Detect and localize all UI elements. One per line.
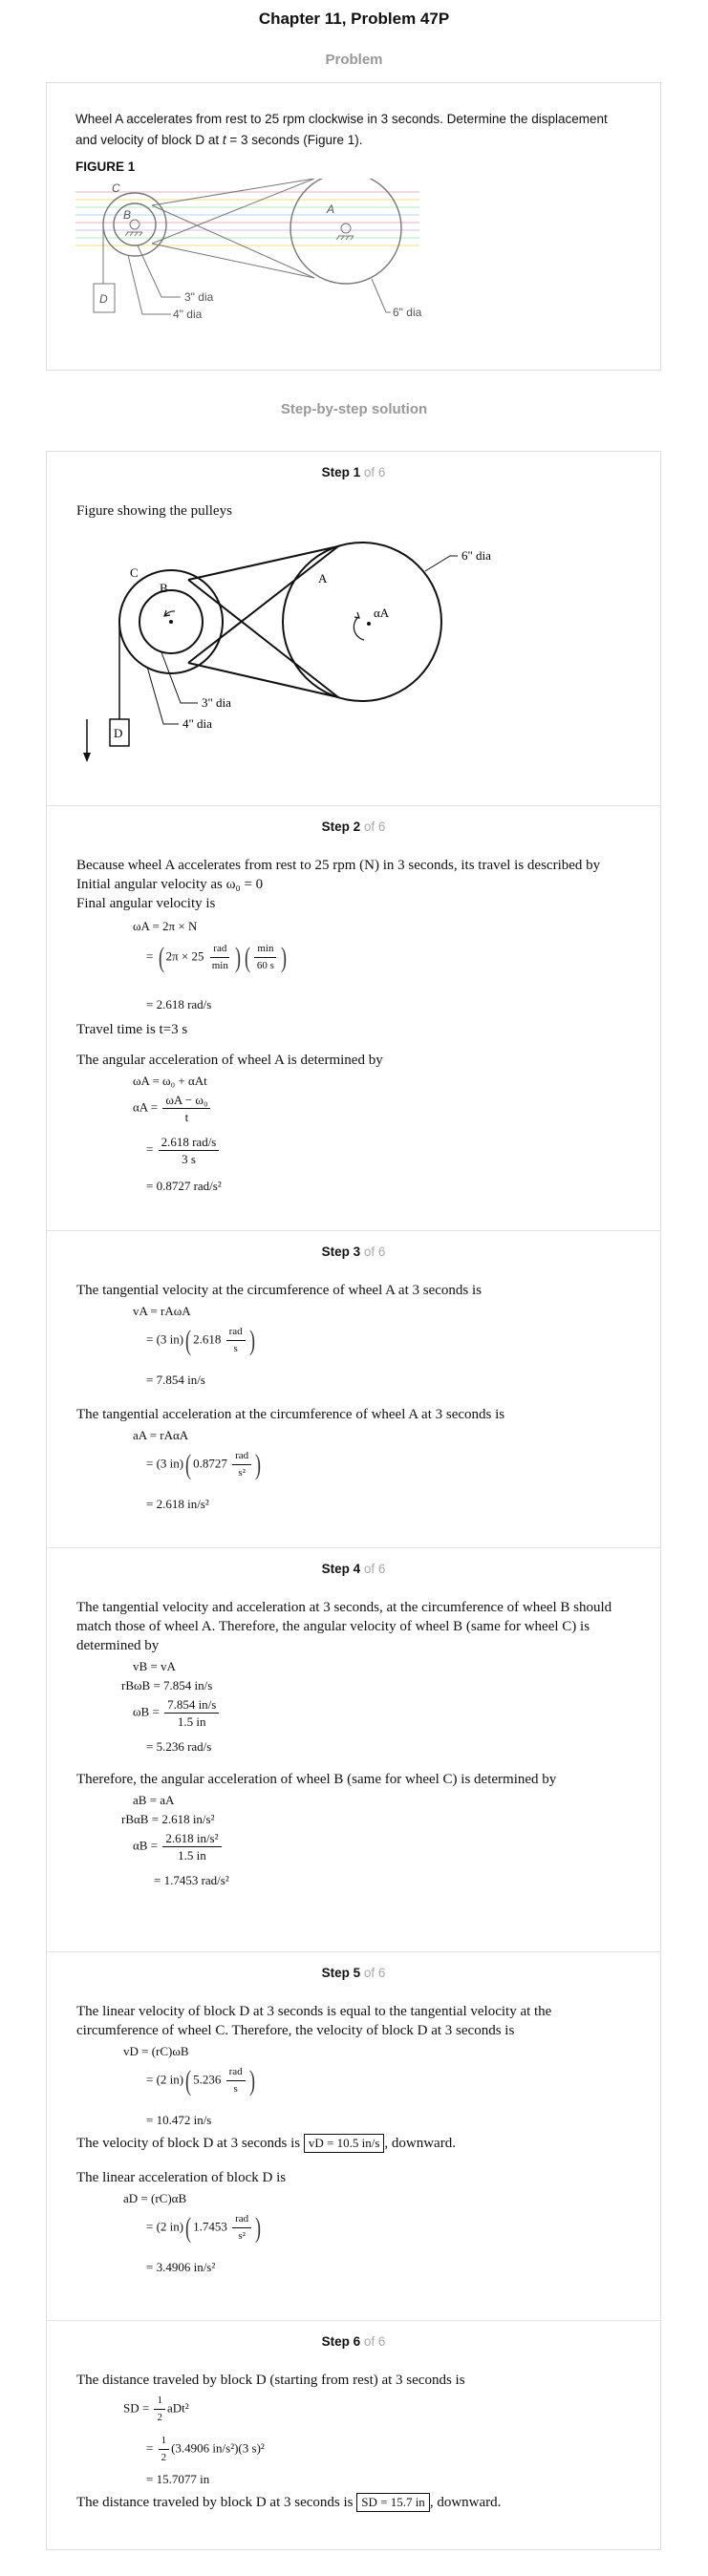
fig1-label-3in: 3" dia xyxy=(184,290,214,304)
step-6-text-2 xyxy=(76,2493,631,2512)
fig1-label-d: D xyxy=(99,292,108,306)
step-2-eq-4: ωA = ω₀ + αAt xyxy=(133,1074,207,1088)
problem-section xyxy=(46,82,661,371)
step-3-eq-4: aA = rAαA xyxy=(133,1428,189,1442)
step-5-eq-3: = 10.472 in/s xyxy=(146,2113,212,2127)
step-4 xyxy=(47,1547,660,1951)
figure-label: FIGURE 1 xyxy=(75,160,136,174)
step-2-text-4: The angular acceleration of wheel A is determined by xyxy=(76,1053,383,1068)
page-title: Chapter 11, Problem 47P xyxy=(258,10,450,28)
fig2-label-3in: 3" dia xyxy=(202,695,231,710)
fig2-label-4in: 4" dia xyxy=(182,716,212,731)
eq-part: 2.618 xyxy=(193,1331,222,1347)
step-4-eq-2: rBωB = 7.854 in/s xyxy=(121,1678,213,1692)
eq-den: 2 xyxy=(161,2452,167,2463)
eq-den: 1.5 in xyxy=(177,1714,206,1729)
eq-den: 2 xyxy=(157,2412,162,2423)
step-4-text-2: Therefore, the angular acceleration of wheel B (same for wheel C) is determined by xyxy=(76,1772,557,1787)
step-5-text-2 xyxy=(76,2134,631,2153)
eq-part: αB = xyxy=(133,1838,159,1853)
step-4-eq-3 xyxy=(133,1697,221,1729)
step-5-eq-1: vD = (rC)ωB xyxy=(123,2044,189,2058)
fig1-label-b: B xyxy=(123,208,132,222)
step-4-of: of 6 xyxy=(363,1562,386,1576)
fig2-label-a: A xyxy=(318,571,328,585)
eq-part: = xyxy=(146,1141,154,1157)
solution-heading: Step-by-step solution xyxy=(280,401,428,417)
step-6-eq-2 xyxy=(146,2434,265,2465)
eq-den: s² xyxy=(238,1467,246,1479)
step-2-eq-5 xyxy=(133,1093,212,1124)
step-3-label: Step 3 xyxy=(321,1245,361,1259)
step-5-text-3: The linear acceleration of block D is xyxy=(76,2170,287,2185)
text-part: , downward. xyxy=(429,2495,502,2510)
step-5-eq-5: = (2 in)( 1.7453 $\frac{\text{rad}}{\text{s²}}$ ) xyxy=(146,2211,262,2244)
fig2-label-d: D xyxy=(114,726,123,740)
fig1-label-a: A xyxy=(327,202,335,216)
eq-part: 5.236 xyxy=(193,2072,222,2087)
step-5-of: of 6 xyxy=(363,1966,386,1980)
step-2-of: of 6 xyxy=(363,820,386,834)
eq-part: = (3 in) xyxy=(146,1456,184,1471)
eq-den: 1.5 in xyxy=(178,1848,206,1863)
step-4-eq-5: aB = aA xyxy=(133,1793,175,1807)
step-2-text-1: Because wheel A accelerates from rest to 25 rpm (N) in 3 seconds, its travel is described by Initial angular velocity as ω₀ = 0 xyxy=(76,858,601,892)
eq-den: s xyxy=(233,2083,238,2095)
step-2-eq-7: = 0.8727 rad/s² xyxy=(146,1179,222,1193)
eq-part: ωB = xyxy=(133,1704,160,1719)
step-2-text-3: Travel time is t=3 s xyxy=(76,1022,188,1037)
step-6-title xyxy=(47,2334,660,2349)
eq-part: = (2 in) xyxy=(146,2072,184,2087)
eq-den: t xyxy=(184,1110,189,1124)
eq-num: 2.618 in/s² xyxy=(162,1831,221,1847)
step-5-eq-4: aD = (rC)αB xyxy=(123,2191,187,2205)
step-3-eq-6: = 2.618 in/s² xyxy=(146,1497,209,1511)
eq-part: = (2 in) xyxy=(146,2219,184,2234)
answer-velocity: vD = 10.5 in/s xyxy=(304,2134,385,2153)
problem-text xyxy=(75,109,611,151)
step-6-text-1: The distance traveled by block D (starting from rest) at 3 seconds is xyxy=(76,2373,465,2388)
fig2-label-6in: 6" dia xyxy=(461,548,491,563)
eq-part: = (3 in) xyxy=(146,1331,184,1347)
text-part: The velocity of block D at 3 seconds is xyxy=(76,2136,304,2151)
step-3-title xyxy=(47,1245,660,1259)
eq-den: min xyxy=(211,960,228,971)
text-part: , downward. xyxy=(384,2136,456,2151)
eq-den: 60 s xyxy=(256,960,274,971)
step-5-label: Step 5 xyxy=(321,1966,361,1980)
pulley-figure xyxy=(75,533,611,791)
eq-part: 1.7453 xyxy=(193,2219,227,2234)
step-3-of: of 6 xyxy=(363,1245,386,1259)
step-1-caption: Figure showing the pulleys xyxy=(76,503,232,519)
step-6-eq-1 xyxy=(123,2394,189,2425)
eq-num: ωA − ω₀ xyxy=(162,1093,210,1109)
fig2-label-alpha: αA xyxy=(374,606,390,620)
step-6-of: of 6 xyxy=(363,2334,386,2349)
step-5-eq-2: = (2 in)( 5.236 $\frac{\text{rad}}{s}$ ) xyxy=(146,2064,255,2097)
step-3-eq-1: vA = rAωA xyxy=(133,1304,191,1318)
step-3-eq-3: = 7.854 in/s xyxy=(146,1373,205,1387)
step-6-label: Step 6 xyxy=(321,2334,361,2349)
step-4-eq-4: = 5.236 rad/s xyxy=(146,1739,212,1754)
eq-part: aDt² xyxy=(166,2400,189,2416)
eq-part: αA = xyxy=(133,1099,159,1115)
step-4-eq-8: = 1.7453 rad/s² xyxy=(154,1873,229,1887)
eq-num: 1 xyxy=(159,2434,170,2450)
step-2-text-2: Final angular velocity is xyxy=(76,896,216,911)
fig1-label-4in: 4" dia xyxy=(173,308,203,321)
eq-num: rad xyxy=(210,942,229,958)
step-5 xyxy=(47,1951,660,2320)
eq-part: (3.4906 in/s²)(3 s)² xyxy=(171,2440,265,2456)
eq-den: 3 s xyxy=(182,1152,196,1166)
step-6-eq-3: = 15.7077 in xyxy=(146,2472,210,2486)
step-2-eq-1: ωA = 2π × N xyxy=(133,919,198,933)
step-2-eq-3: = 2.618 rad/s xyxy=(146,997,212,1011)
eq-part: = xyxy=(146,2440,154,2456)
eq-num: 1 xyxy=(154,2394,165,2410)
eq-num: rad xyxy=(232,2212,251,2228)
step-5-text-1: The linear velocity of block D at 3 seconds is equal to the tangential velocity at the circumference of wheel C. Therefore, the velocity of block D at 3 seconds is xyxy=(76,2004,552,2038)
problem-text-var: t xyxy=(222,133,226,147)
eq-den: s xyxy=(233,1343,238,1354)
eq-part: 2π × 25 xyxy=(165,948,204,964)
step-1-label: Step 1 xyxy=(321,465,361,479)
eq-num: rad xyxy=(226,2065,246,2081)
problem-figure xyxy=(75,179,439,341)
step-2-title xyxy=(47,820,660,834)
eq-num: rad xyxy=(226,1325,246,1341)
step-4-eq-7 xyxy=(133,1831,224,1863)
step-1 xyxy=(47,452,660,805)
step-3 xyxy=(47,1230,660,1547)
step-3-eq-5: = (3 in)( 0.8727 $\frac{\text{rad}}{\text{s²}}$ ) xyxy=(146,1448,262,1480)
fig2-label-c: C xyxy=(130,565,139,580)
step-4-eq-1: vB = vA xyxy=(133,1659,176,1673)
eq-part: = xyxy=(146,948,157,964)
problem-text-part: = 3 seconds (Figure 1). xyxy=(225,133,363,147)
text-part: The distance traveled by block D at 3 seconds is xyxy=(76,2495,357,2510)
step-4-eq-6: rBαB = 2.618 in/s² xyxy=(121,1812,215,1826)
step-2-label: Step 2 xyxy=(321,820,361,834)
step-5-eq-6: = 3.4906 in/s² xyxy=(146,2260,216,2274)
step-6 xyxy=(47,2320,660,2549)
step-4-text-1: The tangential velocity and acceleration at 3 seconds, at the circumference of wheel B should match those of wheel A. Therefore, the angular velocity of wheel B (same for wheel C) is determined by xyxy=(76,1600,612,1653)
step-4-title xyxy=(47,1562,660,1576)
step-1-of: of 6 xyxy=(363,465,386,479)
eq-num: rad xyxy=(232,1449,251,1465)
eq-part: 0.8727 xyxy=(193,1456,227,1471)
answer-distance: SD = 15.7 in xyxy=(356,2493,430,2512)
step-3-text-1: The tangential velocity at the circumference of wheel A at 3 seconds is xyxy=(76,1283,483,1298)
fig2-label-b: B xyxy=(160,581,168,595)
problem-text-part: Wheel A accelerates from rest to 25 rpm clockwise in 3 seconds. Determine the displacement and velocity of block D at xyxy=(75,112,608,147)
step-2-eq-2: = ( 2π × 25 $\frac{\text{rad}}{\min}$ ) ( $\frac{\min}{60 s}$ ) xyxy=(146,941,287,973)
eq-num: 7.854 in/s xyxy=(164,1697,219,1714)
eq-den: s² xyxy=(238,2230,246,2242)
step-1-title xyxy=(47,465,660,479)
step-2 xyxy=(47,805,660,1230)
eq-num: 2.618 rad/s xyxy=(159,1135,220,1151)
eq-part: SD = xyxy=(123,2400,150,2416)
problem-heading: Problem xyxy=(325,52,383,68)
step-2-eq-6 xyxy=(146,1135,221,1166)
step-5-title xyxy=(47,1966,660,1980)
fig1-label-6in: 6" dia xyxy=(393,306,422,319)
step-3-eq-2: = (3 in)( 2.618 $\frac{\text{rad}}{s}$ ) xyxy=(146,1324,255,1356)
eq-num: min xyxy=(254,942,276,958)
step-3-text-2: The tangential acceleration at the circumference of wheel A at 3 seconds is xyxy=(76,1407,505,1422)
fig1-label-c: C xyxy=(112,181,120,195)
solution-section xyxy=(46,451,661,2550)
step-4-label: Step 4 xyxy=(321,1562,361,1576)
